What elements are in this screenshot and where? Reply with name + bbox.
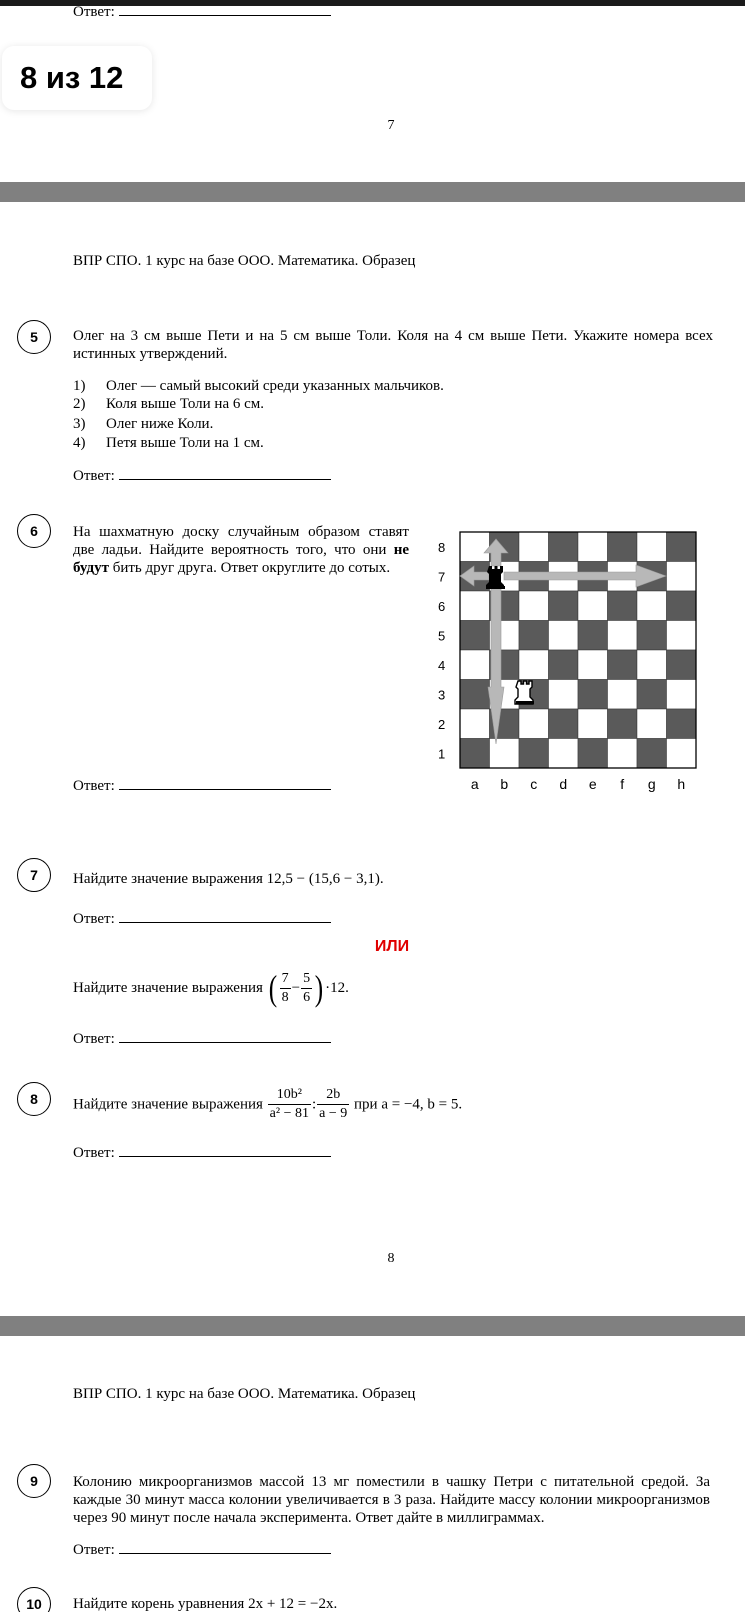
- q8-frac-2: [317, 1086, 349, 1123]
- question-number-10: 10: [17, 1587, 51, 1612]
- square-a3: [460, 680, 490, 710]
- answer-label: Ответ:: [73, 468, 115, 484]
- q7-answer-2: [73, 1030, 331, 1048]
- q5-option-2: [73, 395, 264, 413]
- square-g6: [637, 591, 667, 621]
- square-d4: [549, 650, 579, 680]
- answer-underline[interactable]: [119, 910, 331, 923]
- square-d1: [549, 739, 579, 769]
- square-h6: [667, 591, 697, 621]
- q5-option-3: [73, 415, 213, 433]
- square-d3: [549, 680, 579, 710]
- square-e1: [578, 739, 608, 769]
- q7-tail: ·12.: [325, 980, 349, 996]
- q8-frac-2-den: a − 9: [319, 1106, 348, 1121]
- square-h1: [667, 739, 697, 769]
- q8-frac-1-den: a² − 81: [269, 1106, 309, 1121]
- square-h5: [667, 621, 697, 651]
- answer-label: Ответ:: [73, 1031, 115, 1047]
- q6-text-part1: На шахматную доску случайным образом ставят две ладьи. Найдите вероятность того, что они: [73, 524, 409, 558]
- rank-label-1: 1: [438, 746, 446, 762]
- right-paren: ): [314, 968, 324, 1008]
- square-a2: [460, 709, 490, 739]
- q5-option-1-number: 1): [73, 378, 86, 394]
- file-label-b: b: [500, 776, 509, 792]
- q6-answer: [73, 777, 331, 795]
- square-g5: [637, 621, 667, 651]
- q7-frac-1-num: 7: [280, 970, 291, 989]
- square-c1: [519, 739, 549, 769]
- question-10-text: Найдите корень уравнения 2x + 12 = −2x.: [73, 1596, 338, 1612]
- answer-line-prev: [73, 3, 331, 21]
- q5-option-2-number: 2): [73, 396, 86, 412]
- answer-underline[interactable]: [119, 467, 331, 480]
- square-g4: [637, 650, 667, 680]
- square-a5: [460, 621, 490, 651]
- answer-label: Ответ:: [73, 1145, 115, 1161]
- q8-answer: [73, 1144, 331, 1162]
- square-f8: [608, 532, 638, 562]
- q8-condition: при a = −4, b = 5.: [354, 1096, 463, 1113]
- square-f6: [608, 591, 638, 621]
- rank-label-8: 8: [438, 539, 446, 555]
- question-5-text: Олег на 3 см выше Пети и на 5 см выше Толи. Коля на 4 см выше Пети. Укажите номера всех истинных утверждений.: [73, 328, 713, 362]
- q7-frac-2: [301, 970, 312, 1007]
- rank-label-6: 6: [438, 598, 446, 614]
- file-label-c: c: [530, 776, 538, 792]
- square-g8: [637, 532, 667, 562]
- answer-label: Ответ:: [73, 911, 115, 927]
- file-label-e: e: [588, 776, 597, 792]
- q5-option-4-number: 4): [73, 435, 86, 451]
- square-f4: [608, 650, 638, 680]
- square-f3: [608, 680, 638, 710]
- square-e5: [578, 621, 608, 651]
- rank-labels: [438, 540, 445, 762]
- page-number-8: 8: [387, 1251, 395, 1266]
- square-e3: [578, 680, 608, 710]
- square-f1: [608, 739, 638, 769]
- rank-label-7: 7: [438, 569, 446, 585]
- square-f2: [608, 709, 638, 739]
- square-e2: [578, 709, 608, 739]
- q7-frac-1: [280, 970, 291, 1007]
- q6-text-part2: бить друг друга. Ответ округлите до сотых.: [108, 560, 391, 576]
- question-number-7: 7: [17, 858, 51, 892]
- q7-frac-1-den: 8: [281, 989, 289, 1005]
- square-b1: [490, 739, 520, 769]
- file-label-d: d: [559, 776, 568, 792]
- q8-frac-1: [268, 1086, 311, 1123]
- square-g2: [637, 709, 667, 739]
- file-label-f: f: [620, 776, 625, 792]
- square-d8: [549, 532, 579, 562]
- file-label-g: g: [647, 776, 656, 792]
- q5-option-4: [73, 434, 264, 452]
- question-7-alt-text: [73, 968, 349, 1012]
- page-header: ВПР СПО. 1 курс на базе ООО. Математика. Образец: [73, 253, 416, 269]
- or-separator: ИЛИ: [374, 938, 410, 955]
- q7-frac-2-num: 5: [301, 970, 312, 989]
- square-c2: [519, 709, 549, 739]
- q8-colon: :: [311, 1096, 317, 1113]
- rank-label-5: 5: [438, 628, 446, 644]
- q5-option-3-text: Олег ниже Коли.: [106, 416, 214, 432]
- square-d6: [549, 591, 579, 621]
- q5-option-1: [73, 377, 444, 395]
- answer-underline[interactable]: [119, 1541, 331, 1554]
- square-a1: [460, 739, 490, 769]
- page-divider: [0, 1316, 745, 1336]
- answer-underline: [119, 3, 331, 16]
- answer-label: Ответ:: [73, 778, 115, 794]
- answer-label: Ответ:: [73, 4, 115, 20]
- q6-text-bold: не будут: [73, 542, 409, 576]
- q5-option-1-text: Олег — самый высокий среди указанных мальчиков.: [106, 378, 444, 394]
- q5-option-2-text: Коля выше Толи на 6 см.: [106, 396, 264, 412]
- answer-underline[interactable]: [119, 777, 331, 790]
- square-d5: [549, 621, 579, 651]
- square-c6: [519, 591, 549, 621]
- square-f5: [608, 621, 638, 651]
- q7-minus: −: [291, 980, 301, 996]
- answer-underline[interactable]: [119, 1144, 331, 1157]
- question-7-text: [73, 870, 384, 888]
- page-header: ВПР СПО. 1 курс на базе ООО. Математика. Образец: [73, 1386, 416, 1402]
- square-c4: [519, 650, 549, 680]
- q8-text: Найдите значение выражения: [73, 1096, 263, 1113]
- q5-option-4-text: Петя выше Толи на 1 см.: [106, 435, 264, 451]
- square-e8: [578, 532, 608, 562]
- square-a4: [460, 650, 490, 680]
- answer-label: Ответ:: [73, 1542, 115, 1558]
- square-d2: [549, 709, 579, 739]
- square-h2: [667, 709, 697, 739]
- question-6-text: [73, 523, 409, 577]
- rank-label-2: 2: [438, 716, 446, 732]
- question-8-text: [73, 1086, 462, 1123]
- page-counter: 8 из 12: [20, 60, 124, 95]
- q7-frac-2-den: 6: [303, 989, 311, 1005]
- square-h7: [667, 562, 697, 592]
- q8-frac-1-num: 10b²: [268, 1086, 311, 1105]
- rank-label-3: 3: [438, 687, 446, 703]
- page-divider: [0, 182, 745, 202]
- square-g3: [637, 680, 667, 710]
- question-number-5: 5: [17, 320, 51, 354]
- q9-answer: [73, 1541, 331, 1559]
- q7-alt-text: Найдите значение выражения: [73, 980, 263, 996]
- square-h4: [667, 650, 697, 680]
- q7-text: Найдите значение выражения: [73, 871, 263, 887]
- square-g1: [637, 739, 667, 769]
- square-h8: [667, 532, 697, 562]
- rank-label-4: 4: [438, 657, 446, 673]
- file-labels: [471, 776, 685, 792]
- file-label-h: h: [677, 776, 686, 792]
- chessboard-figure: [436, 527, 706, 795]
- square-c8: [519, 532, 549, 562]
- q5-answer: [73, 467, 331, 485]
- question-number-9: 9: [17, 1464, 51, 1498]
- square-a8: [460, 532, 490, 562]
- square-c5: [519, 621, 549, 651]
- page-number-7: 7: [387, 118, 395, 133]
- q5-option-3-number: 3): [73, 416, 86, 432]
- square-e6: [578, 591, 608, 621]
- q7-expression: 12,5 − (15,6 − 3,1).: [266, 871, 384, 887]
- question-number-8: 8: [17, 1082, 51, 1116]
- q7-answer-1: [73, 910, 331, 928]
- q8-frac-2-num: 2b: [317, 1086, 349, 1105]
- square-a6: [460, 591, 490, 621]
- square-h3: [667, 680, 697, 710]
- page-counter-badge: [2, 46, 152, 110]
- question-number-6: 6: [17, 514, 51, 548]
- square-e4: [578, 650, 608, 680]
- left-paren: (: [268, 968, 277, 1008]
- file-label-a: a: [470, 776, 479, 792]
- question-9-text: Колонию микроорганизмов массой 13 мг поместили в чашку Петри с питательной средой. За каждые 30 минут масса колонии увеличивается в 3 раза. Найдите массу колонии микроорганизмов через 90 минут после начала эксперимента. Ответ дайте в миллиграммах.: [73, 1474, 710, 1526]
- answer-underline[interactable]: [119, 1030, 331, 1043]
